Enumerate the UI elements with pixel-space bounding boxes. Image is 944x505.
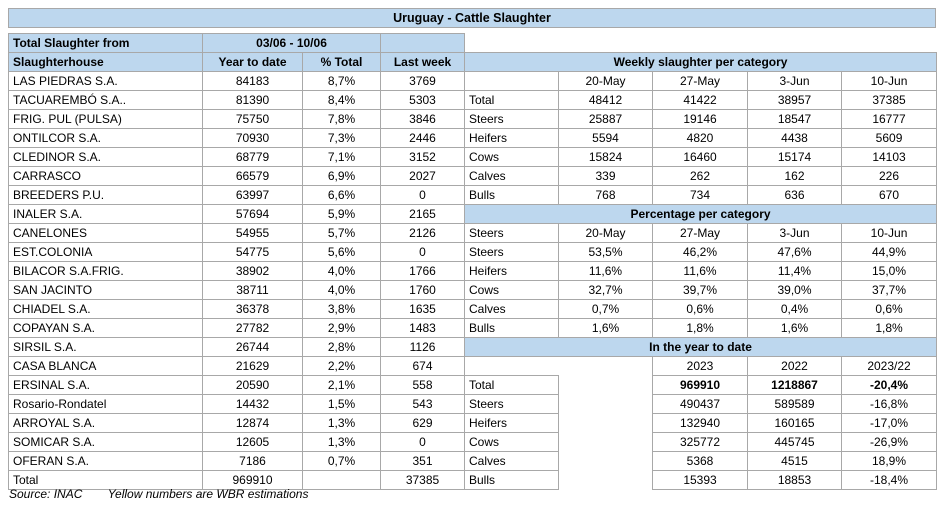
cell-value: 39,7%	[653, 281, 748, 300]
table-row	[465, 376, 937, 395]
cell-value: 25887	[559, 110, 653, 129]
cell-name: COPAYAN S.A.	[9, 319, 203, 338]
cell-ytd: 21629	[203, 357, 303, 376]
cell-blank	[559, 376, 653, 395]
cell-name: INALER S.A.	[9, 205, 203, 224]
cell-ytd: 12605	[203, 433, 303, 452]
table-row	[465, 167, 937, 186]
cell-value: 16460	[653, 148, 748, 167]
total-label: Total	[9, 471, 203, 490]
cell-value: 15393	[653, 471, 748, 490]
cell-category: Bulls	[465, 471, 559, 490]
cell-lastweek: 629	[381, 414, 465, 433]
slaughterhouse-table	[8, 33, 465, 490]
cell-pct: 7,1%	[303, 148, 381, 167]
total-slaughter-label: Total Slaughter from	[9, 34, 203, 53]
cell-name: CLEDINOR S.A.	[9, 148, 203, 167]
table-row	[9, 167, 465, 186]
cell-category: Cows	[465, 148, 559, 167]
table-row	[9, 186, 465, 205]
cell-lastweek: 3846	[381, 110, 465, 129]
cell-value: 39,0%	[748, 281, 842, 300]
table-row	[465, 262, 937, 281]
weekly-slaughter-title: Weekly slaughter per category	[465, 53, 937, 72]
cell-value: 132940	[653, 414, 748, 433]
cell-value: 19146	[653, 110, 748, 129]
cell-lastweek: 3769	[381, 72, 465, 91]
cell-value: 4515	[748, 452, 842, 471]
cell-ytd: 26744	[203, 338, 303, 357]
table-row	[465, 91, 937, 110]
in-the-year-to-date-title: In the year to date	[465, 338, 937, 357]
cell-ytd: 81390	[203, 91, 303, 110]
cell-pct: 6,9%	[303, 167, 381, 186]
cell-value: 47,6%	[748, 243, 842, 262]
table-row	[465, 243, 937, 262]
cell-name: Rosario-Rondatel	[9, 395, 203, 414]
cell-ytd: 38711	[203, 281, 303, 300]
table-row	[9, 91, 465, 110]
cell-value: 5594	[559, 129, 653, 148]
cell-pct: 3,8%	[303, 300, 381, 319]
cell-name: SIRSIL S.A.	[9, 338, 203, 357]
cell-value: 4820	[653, 129, 748, 148]
table-row	[9, 452, 465, 471]
cell-lastweek: 1483	[381, 319, 465, 338]
table-row	[9, 205, 465, 224]
cell-pct: 2,8%	[303, 338, 381, 357]
table-row	[9, 319, 465, 338]
cell-ytd: 38902	[203, 262, 303, 281]
cell-value: 15174	[748, 148, 842, 167]
table-row	[465, 471, 937, 490]
cell-value: 670	[842, 186, 937, 205]
cell-value: 15,0%	[842, 262, 937, 281]
cell-value: 160165	[748, 414, 842, 433]
cell-pct: 5,9%	[303, 205, 381, 224]
cell-value: 0,6%	[653, 300, 748, 319]
weekly-title-row	[465, 53, 937, 72]
cell-lastweek: 558	[381, 376, 465, 395]
cell-name: BREEDERS P.U.	[9, 186, 203, 205]
table-row	[465, 148, 937, 167]
cell-name: ERSINAL S.A.	[9, 376, 203, 395]
cell-category: Steers	[465, 243, 559, 262]
cell-lastweek: 1760	[381, 281, 465, 300]
cell-lastweek: 0	[381, 243, 465, 262]
cell-value: 0,6%	[842, 300, 937, 319]
col-header-pct-total: % Total	[303, 53, 381, 72]
cell-name: ARROYAL S.A.	[9, 414, 203, 433]
table-row	[9, 129, 465, 148]
cell-value: 1,6%	[559, 319, 653, 338]
category-tables	[464, 52, 937, 490]
cell-value: 589589	[748, 395, 842, 414]
cell-lastweek: 3152	[381, 148, 465, 167]
cell-value: 1218867	[748, 376, 842, 395]
table-row	[465, 452, 937, 471]
cell-lastweek: 0	[381, 433, 465, 452]
cell-category: Steers	[465, 395, 559, 414]
cell-value: 11,6%	[559, 262, 653, 281]
table-row	[465, 433, 937, 452]
cell-pct: 0,7%	[303, 452, 381, 471]
cell-lastweek: 351	[381, 452, 465, 471]
cell-lastweek: 1126	[381, 338, 465, 357]
cell-value: 768	[559, 186, 653, 205]
cell-value: 1,6%	[748, 319, 842, 338]
source-label: Source: INAC	[9, 487, 83, 501]
cell-ytd: 12874	[203, 414, 303, 433]
cell-category: Total	[465, 91, 559, 110]
cell-pct: 8,4%	[303, 91, 381, 110]
cell-value: 1,8%	[842, 319, 937, 338]
cell-ytd: 70930	[203, 129, 303, 148]
cell-pct: 2,9%	[303, 319, 381, 338]
cell-ytd: 68779	[203, 148, 303, 167]
cell-pct: 1,3%	[303, 433, 381, 452]
table-row	[465, 414, 937, 433]
cell-pct: 5,6%	[303, 243, 381, 262]
cell-value: 38957	[748, 91, 842, 110]
table-row	[9, 224, 465, 243]
weekly-header-date-3: 3-Jun	[748, 72, 842, 91]
cell-pct: 6,6%	[303, 186, 381, 205]
table-row	[9, 72, 465, 91]
cell-pct: 4,0%	[303, 262, 381, 281]
cell-value: 32,7%	[559, 281, 653, 300]
cell-value: 226	[842, 167, 937, 186]
cell-category: Bulls	[465, 186, 559, 205]
cell-lastweek: 2165	[381, 205, 465, 224]
cell-ytd: 57694	[203, 205, 303, 224]
total-slaughter-period: 03/06 - 10/06	[203, 34, 381, 53]
cell-category: Bulls	[465, 319, 559, 338]
table-row	[9, 148, 465, 167]
table-row	[465, 281, 937, 300]
cell-value: 14103	[842, 148, 937, 167]
cell-ytd: 14432	[203, 395, 303, 414]
pct-title-row	[465, 205, 937, 224]
table-row	[9, 110, 465, 129]
cell-lastweek: 0	[381, 186, 465, 205]
footer	[9, 487, 308, 501]
cell-name: CASA BLANCA	[9, 357, 203, 376]
table-row	[465, 129, 937, 148]
cell-name: FRIG. PUL (PULSA)	[9, 110, 203, 129]
cell-value: 11,4%	[748, 262, 842, 281]
cell-value: 18547	[748, 110, 842, 129]
cell-value: -17,0%	[842, 414, 937, 433]
weekly-header-row	[465, 72, 937, 91]
cell-name: LAS PIEDRAS S.A.	[9, 72, 203, 91]
cell-value: 44,9%	[842, 243, 937, 262]
table-row	[9, 376, 465, 395]
cell-pct: 2,2%	[303, 357, 381, 376]
cell-blank	[559, 395, 653, 414]
cell-value: 18,9%	[842, 452, 937, 471]
cell-value: 262	[653, 167, 748, 186]
cell-value: -16,8%	[842, 395, 937, 414]
ytd-title-row	[465, 338, 937, 357]
cell-ytd: 75750	[203, 110, 303, 129]
table-row	[9, 281, 465, 300]
total-period-blank	[381, 34, 465, 53]
cell-name: TACUAREMBÓ S.A..	[9, 91, 203, 110]
cell-value: 162	[748, 167, 842, 186]
ytd-header-2022: 2022	[748, 357, 842, 376]
cell-value: 1,8%	[653, 319, 748, 338]
cell-category: Cows	[465, 433, 559, 452]
cell-value: 0,7%	[559, 300, 653, 319]
cell-lastweek: 5303	[381, 91, 465, 110]
cell-ytd: 66579	[203, 167, 303, 186]
ytd-header-blank-1	[465, 357, 559, 376]
cell-pct: 1,5%	[303, 395, 381, 414]
cell-value: 445745	[748, 433, 842, 452]
pct-header-row	[465, 224, 937, 243]
cell-name: SAN JACINTO	[9, 281, 203, 300]
cell-value: -18,4%	[842, 471, 937, 490]
ytd-header-2023: 2023	[653, 357, 748, 376]
col-header-slaughterhouse: Slaughterhouse	[9, 53, 203, 72]
cell-value: 490437	[653, 395, 748, 414]
cell-value: 5368	[653, 452, 748, 471]
cell-value: 636	[748, 186, 842, 205]
cell-value: 0,4%	[748, 300, 842, 319]
table-row	[9, 262, 465, 281]
cell-ytd: 27782	[203, 319, 303, 338]
total-lastweek: 37385	[381, 471, 465, 490]
cell-name: CARRASCO	[9, 167, 203, 186]
pct-header-date-2: 27-May	[653, 224, 748, 243]
cell-ytd: 54775	[203, 243, 303, 262]
cell-name: SOMICAR S.A.	[9, 433, 203, 452]
cell-category: Cows	[465, 281, 559, 300]
cell-value: 46,2%	[653, 243, 748, 262]
cell-name: OFERAN S.A.	[9, 452, 203, 471]
cell-value: 4438	[748, 129, 842, 148]
table-row	[465, 300, 937, 319]
cell-value: 5609	[842, 129, 937, 148]
cell-blank	[559, 471, 653, 490]
table-row	[9, 433, 465, 452]
weekly-header-blank	[465, 72, 559, 91]
ytd-header-blank-2	[559, 357, 653, 376]
cell-value: -26,9%	[842, 433, 937, 452]
weekly-header-date-4: 10-Jun	[842, 72, 937, 91]
pct-header-label: Steers	[465, 224, 559, 243]
cell-name: ONTILCOR S.A.	[9, 129, 203, 148]
cell-value: 37385	[842, 91, 937, 110]
weekly-header-date-2: 27-May	[653, 72, 748, 91]
total-pct	[303, 471, 381, 490]
cell-name: CANELONES	[9, 224, 203, 243]
cell-pct: 1,3%	[303, 414, 381, 433]
cell-blank	[559, 452, 653, 471]
col-header-year-to-date: Year to date	[203, 53, 303, 72]
cell-category: Calves	[465, 300, 559, 319]
col-header-last-week: Last week	[381, 53, 465, 72]
cell-lastweek: 2446	[381, 129, 465, 148]
cell-lastweek: 2126	[381, 224, 465, 243]
cell-lastweek: 1766	[381, 262, 465, 281]
cell-category: Heifers	[465, 414, 559, 433]
table-row	[9, 338, 465, 357]
cell-value: 325772	[653, 433, 748, 452]
cell-pct: 2,1%	[303, 376, 381, 395]
cell-value: 15824	[559, 148, 653, 167]
ytd-header-row	[465, 357, 937, 376]
pct-header-date-3: 3-Jun	[748, 224, 842, 243]
cell-category: Heifers	[465, 129, 559, 148]
table-row	[465, 319, 937, 338]
cell-lastweek: 1635	[381, 300, 465, 319]
cell-category: Steers	[465, 110, 559, 129]
cell-value: 18853	[748, 471, 842, 490]
cell-lastweek: 674	[381, 357, 465, 376]
cell-value: 37,7%	[842, 281, 937, 300]
cell-value: 41422	[653, 91, 748, 110]
table-row	[9, 300, 465, 319]
table-row	[465, 110, 937, 129]
cell-value: 11,6%	[653, 262, 748, 281]
cell-blank	[559, 433, 653, 452]
weekly-header-date-1: 20-May	[559, 72, 653, 91]
cell-ytd: 20590	[203, 376, 303, 395]
cell-ytd: 7186	[203, 452, 303, 471]
cell-lastweek: 543	[381, 395, 465, 414]
cell-blank	[559, 414, 653, 433]
cell-name: BILACOR S.A.FRIG.	[9, 262, 203, 281]
cell-ytd: 63997	[203, 186, 303, 205]
ytd-header-ratio: 2023/22	[842, 357, 937, 376]
cell-value: 969910	[653, 376, 748, 395]
cell-category: Calves	[465, 167, 559, 186]
cell-ytd: 84183	[203, 72, 303, 91]
cell-ytd: 36378	[203, 300, 303, 319]
cell-value: 339	[559, 167, 653, 186]
report-title: Uruguay - Cattle Slaughter	[8, 8, 936, 28]
total-period-row	[9, 34, 465, 53]
percentage-per-category-title: Percentage per category	[465, 205, 937, 224]
cell-pct: 8,7%	[303, 72, 381, 91]
pct-header-date-1: 20-May	[559, 224, 653, 243]
table-row	[465, 186, 937, 205]
cell-pct: 7,3%	[303, 129, 381, 148]
estimation-note: Yellow numbers are WBR estimations	[107, 487, 309, 501]
table-row	[465, 395, 937, 414]
cell-value: 53,5%	[559, 243, 653, 262]
left-header-row	[9, 53, 465, 72]
cell-ytd: 54955	[203, 224, 303, 243]
cell-value: 734	[653, 186, 748, 205]
cell-category: Calves	[465, 452, 559, 471]
cell-value: 48412	[559, 91, 653, 110]
table-row	[9, 357, 465, 376]
table-row	[9, 243, 465, 262]
table-row	[9, 414, 465, 433]
cell-name: EST.COLONIA	[9, 243, 203, 262]
cell-value: -20,4%	[842, 376, 937, 395]
cell-category: Total	[465, 376, 559, 395]
cell-category: Heifers	[465, 262, 559, 281]
cell-pct: 5,7%	[303, 224, 381, 243]
cell-value: 16777	[842, 110, 937, 129]
cell-pct: 4,0%	[303, 281, 381, 300]
pct-header-date-4: 10-Jun	[842, 224, 937, 243]
cell-lastweek: 2027	[381, 167, 465, 186]
cell-pct: 7,8%	[303, 110, 381, 129]
cell-name: CHIADEL S.A.	[9, 300, 203, 319]
table-row	[9, 395, 465, 414]
total-ytd: 969910	[203, 471, 303, 490]
